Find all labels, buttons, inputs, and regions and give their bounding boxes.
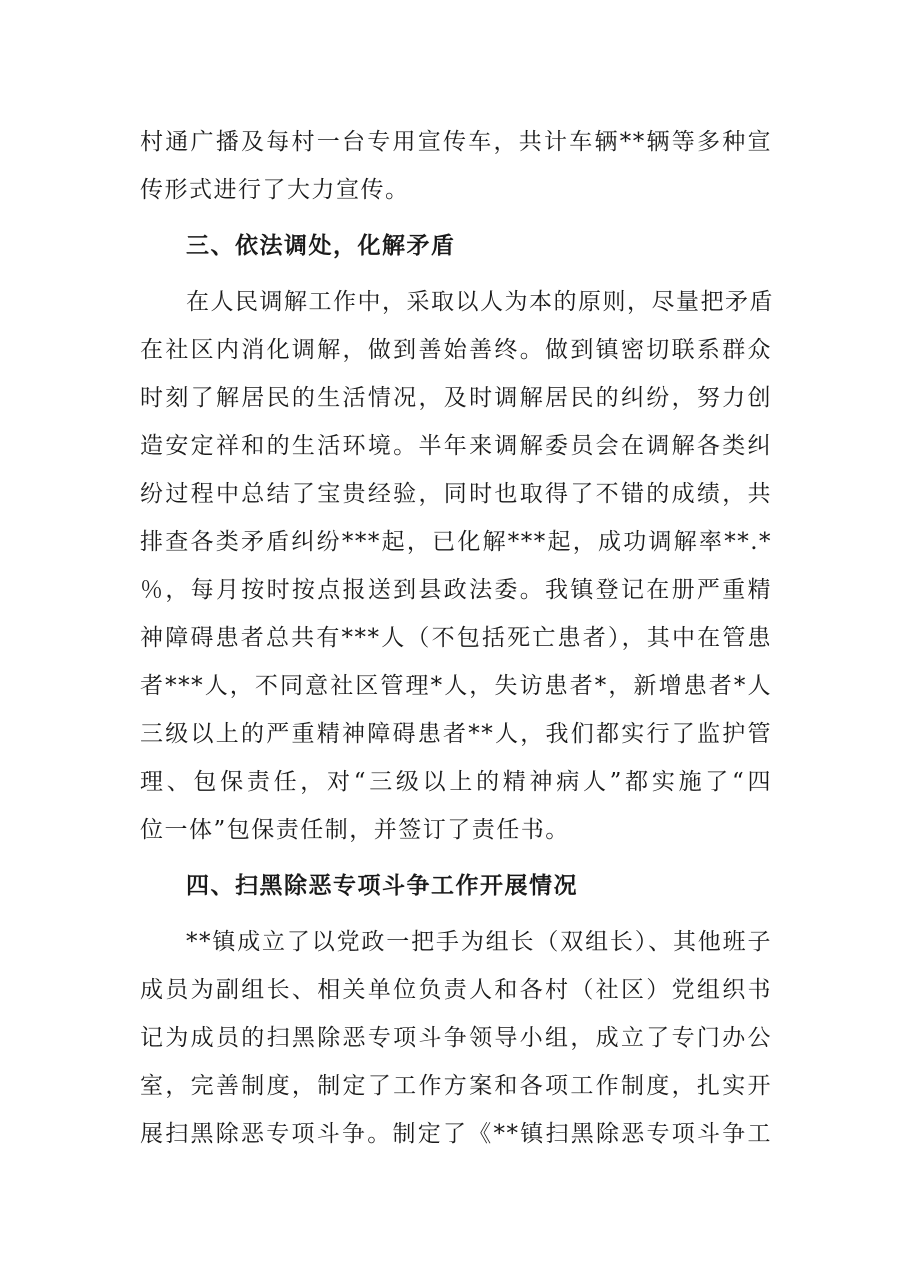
text-line: 神障碍患者总共有***人（不包括死亡患者），其中在管患 bbox=[140, 625, 772, 651]
text-line: 成员为副组长、相关单位负责人和各村（社区）党组织书 bbox=[140, 977, 772, 1003]
text-line: 传形式进行了大力宣传。 bbox=[140, 177, 410, 203]
text-line: 时刻了解居民的生活情况，及时调解居民的纠纷，努力创 bbox=[140, 385, 772, 411]
paragraph-mediation bbox=[140, 278, 772, 854]
section-heading-3: 三、依法调处，化解矛盾 bbox=[186, 233, 456, 259]
text-line: 在社区内消化调解，做到善始善终。做到镇密切联系群众 bbox=[140, 337, 772, 363]
text-line: 者***人，不同意社区管理*人，失访患者*，新增患者*人 bbox=[140, 673, 772, 699]
text-line: 造安定祥和的生活环境。半年来调解委员会在调解各类纠 bbox=[140, 433, 772, 459]
text-line: **镇成立了以党政一把手为组长（双组长）、其他班子 bbox=[186, 929, 772, 955]
text-line: 在人民调解工作中，采取以人为本的原则，尽量把矛盾 bbox=[186, 289, 774, 315]
text-line: 位一体”包保责任制，并签订了责任书。 bbox=[140, 817, 570, 843]
text-line: 三级以上的严重精神障碍患者**人，我们都实行了监护管 bbox=[140, 721, 772, 747]
text-line: 记为成员的扫黑除恶专项斗争领导小组，成立了专门办公 bbox=[140, 1025, 772, 1051]
text-line: 纷过程中总结了宝贵经验，同时也取得了不错的成绩，共 bbox=[140, 481, 772, 507]
text-line: 室，完善制度，制定了工作方案和各项工作制度，扎实开 bbox=[140, 1073, 772, 1099]
text-line: 排查各类矛盾纠纷***起，已化解***起，成功调解率**.* bbox=[140, 529, 772, 555]
document-body bbox=[140, 118, 772, 1158]
text-line: ％，每月按时按点报送到县政法委。我镇登记在册严重精 bbox=[140, 577, 772, 603]
text-line: 村通广播及每村一台专用宣传车，共计车辆**辆等多种宣 bbox=[140, 129, 772, 155]
text-line: 展扫黑除恶专项斗争。制定了《**镇扫黑除恶专项斗争工 bbox=[140, 1121, 772, 1147]
paragraph-anti-crime bbox=[140, 918, 772, 1158]
paragraph-propaganda bbox=[140, 118, 772, 214]
section-heading-4: 四、扫黑除恶专项斗争工作开展情况 bbox=[186, 873, 578, 899]
text-line: 理、包保责任，对“三级以上的精神病人”都实施了“四 bbox=[140, 769, 772, 795]
